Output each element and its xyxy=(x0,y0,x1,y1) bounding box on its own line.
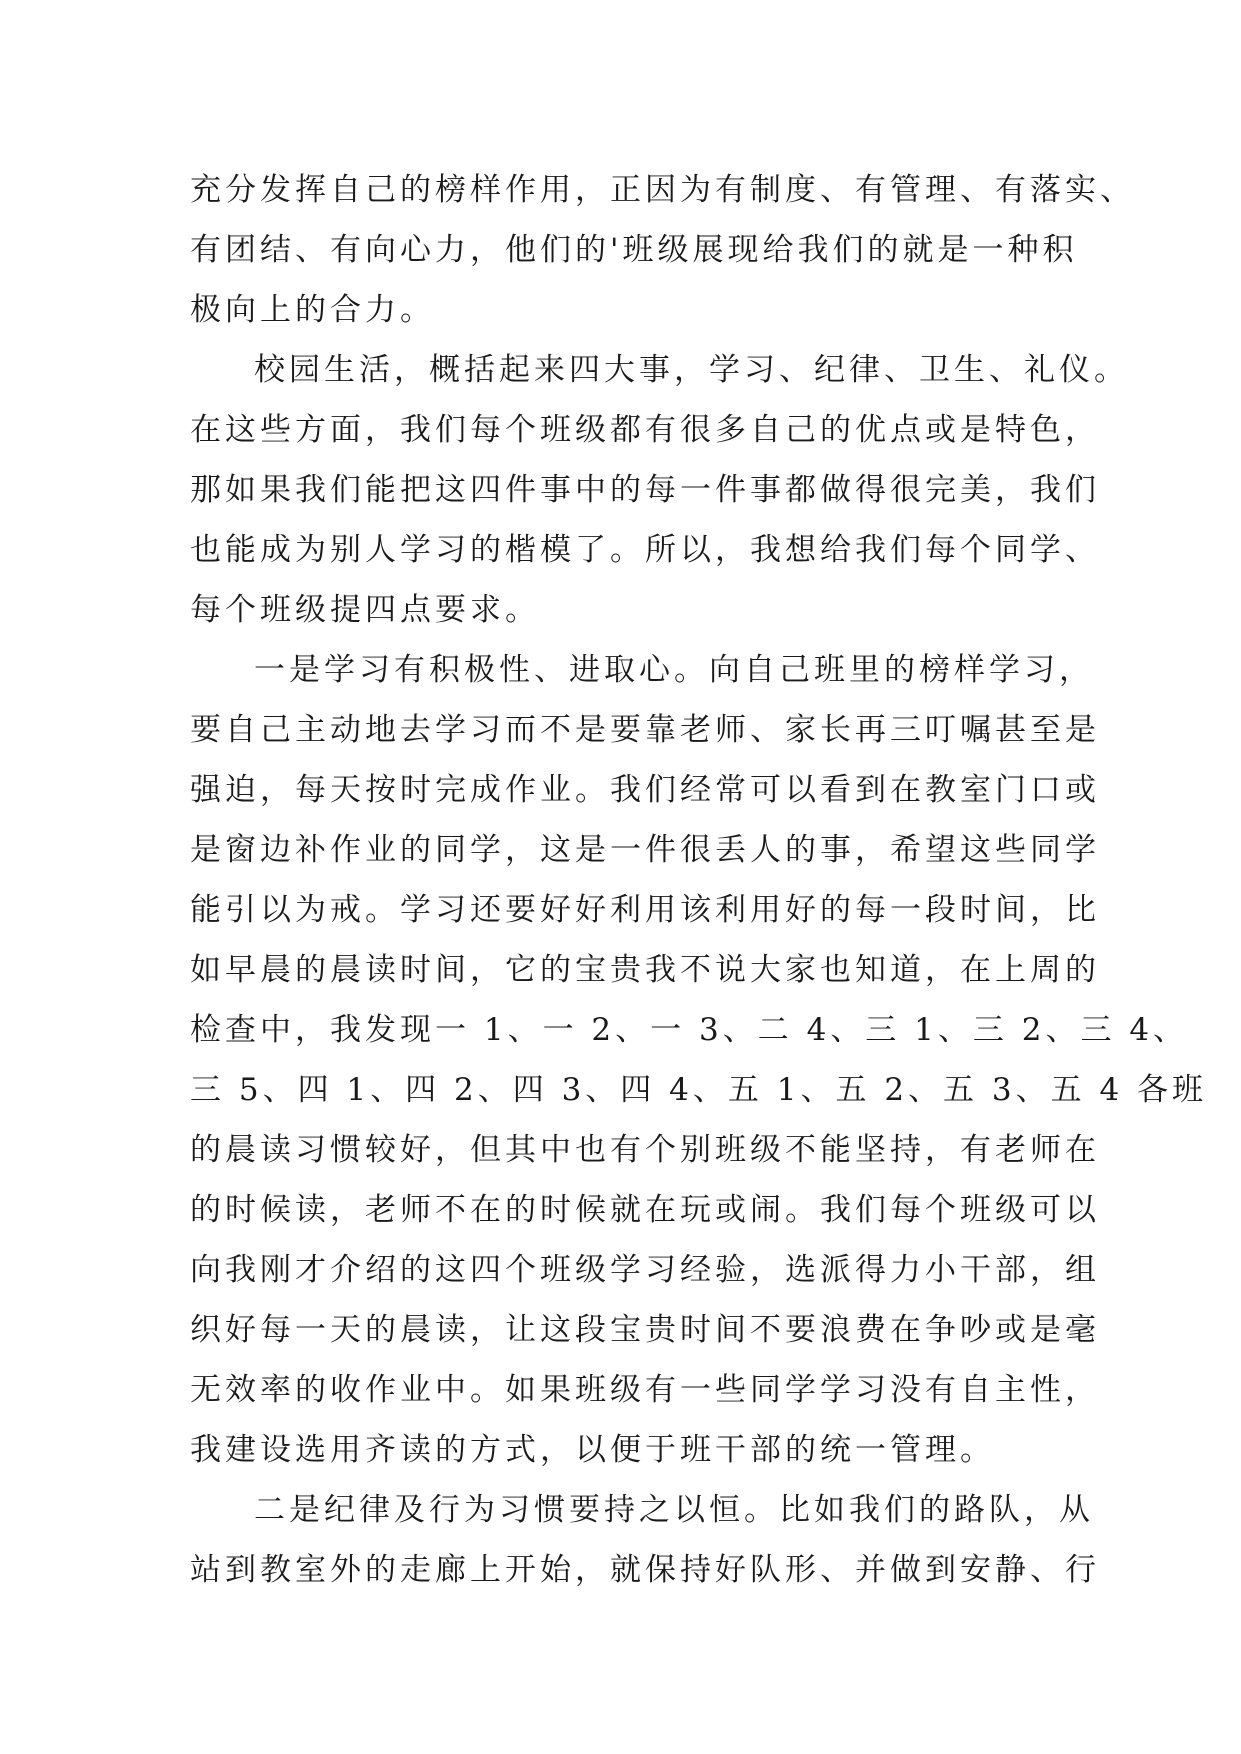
paragraph-start-line: 校园生活，概括起来四大事，学习、纪律、卫生、礼仪。 xyxy=(254,352,1129,388)
text-line: 有团结、有向心力，他们的'班级展现给我们的就是一种积 xyxy=(190,232,1078,268)
text-line: 如早晨的晨读时间，它的宝贵我不说大家也知道，在上周的 xyxy=(190,952,1100,988)
document-body xyxy=(190,160,1208,1600)
text-line: 每个班级提四点要求。 xyxy=(190,592,540,628)
text-line: 也能成为别人学习的楷模了。所以，我想给我们每个同学、 xyxy=(190,532,1100,568)
text-line: 在这些方面，我们每个班级都有很多自己的优点或是特色， xyxy=(190,412,1100,448)
text-line: 向我刚才介绍的这四个班级学习经验，选派得力小干部，组 xyxy=(190,1252,1100,1288)
text-line: 强迫，每天按时完成作业。我们经常可以看到在教室门口或 xyxy=(190,772,1100,808)
text-line: 无效率的收作业中。如果班级有一些同学学习没有自主性， xyxy=(190,1372,1100,1408)
text-line: 要自己主动地去学习而不是要靠老师、家长再三叮嘱甚至是 xyxy=(190,712,1100,748)
text-line: 站到教室外的走廊上开始，就保持好队形、并做到安静、行 xyxy=(190,1552,1100,1588)
text-line: 三 5、四 1、四 2、四 3、四 4、五 1、五 2、五 3、五 4 各班 xyxy=(190,1072,1208,1108)
paragraph-start-line: 一是学习有积极性、进取心。向自己班里的榜样学习， xyxy=(254,652,1094,688)
text-line: 的晨读习惯较好，但其中也有个别班级不能坚持，有老师在 xyxy=(190,1132,1100,1168)
text-line: 极向上的合力。 xyxy=(190,292,435,328)
text-line: 充分发挥自己的榜样作用，正因为有制度、有管理、有落实、 xyxy=(190,172,1135,208)
paragraph-start-line: 二是纪律及行为习惯要持之以恒。比如我们的路队，从 xyxy=(254,1492,1094,1528)
text-line: 那如果我们能把这四件事中的每一件事都做得很完美，我们 xyxy=(190,472,1100,508)
text-line: 织好每一天的晨读，让这段宝贵时间不要浪费在争吵或是毫 xyxy=(190,1312,1100,1348)
text-line: 能引以为戒。学习还要好好利用该利用好的每一段时间，比 xyxy=(190,892,1100,928)
text-line: 我建设选用齐读的方式，以便于班干部的统一管理。 xyxy=(190,1432,995,1468)
text-line: 检查中，我发现一 1、一 2、一 3、二 4、三 1、三 2、三 4、 xyxy=(190,1012,1189,1048)
text-line: 是窗边补作业的同学，这是一件很丢人的事，希望这些同学 xyxy=(190,832,1100,868)
text-line: 的时候读，老师不在的时候就在玩或闹。我们每个班级可以 xyxy=(190,1192,1100,1228)
